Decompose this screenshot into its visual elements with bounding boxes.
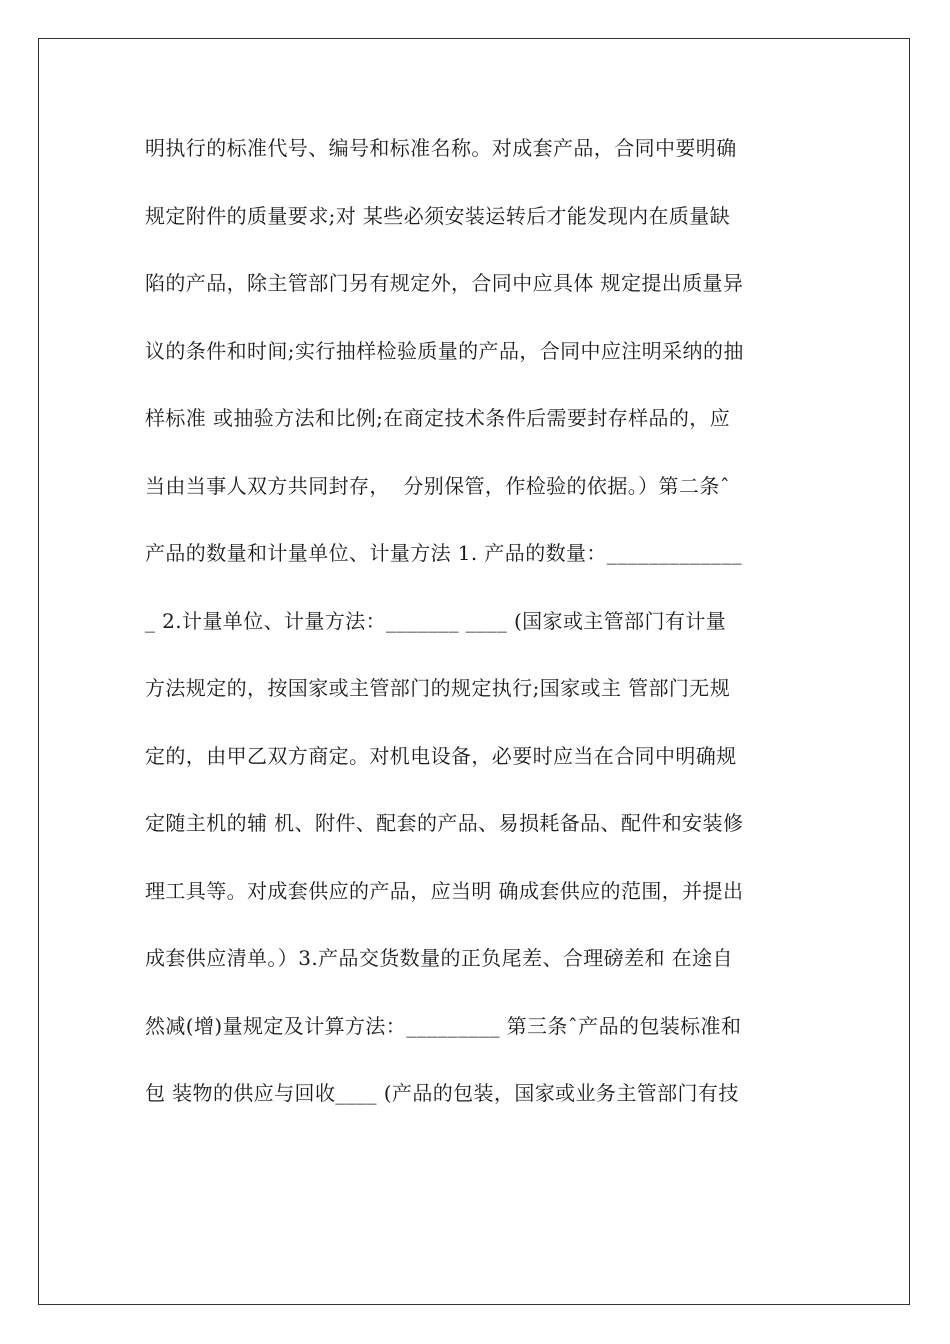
text-line: 定随主机的辅 机、附件、配套的产品、易损耗备品、配件和安装修: [145, 811, 744, 835]
text-line: 明执行的标准代号、编号和标准名称。对成套产品，合同中要明确: [145, 136, 737, 160]
text-line: 成套供应清单。）3.产品交货数量的正负尾差、合理磅差和 在途自: [145, 946, 733, 970]
text-line: 规定附件的质量要求;对 某些必须安装运转后才能发现内在质量缺: [145, 203, 731, 228]
text-line: 产品的数量和计量单位、计量方法 1. 产品的数量：_____________: [145, 541, 742, 565]
document-body: [145, 128, 810, 1141]
text-line: 方法规定的，按国家或主管部门的规定执行;国家或主 管部门无规: [145, 676, 731, 700]
text-line: 包 装物的供应与回收____ (产品的包装，国家或业务主管部门有技: [145, 1081, 739, 1105]
text-line: _ 2.计量单位、计量方法：_______ ____ (国家或主管部门有计量: [145, 608, 727, 633]
text-line: 定的，由甲乙双方商定。对机电设备，必要时应当在合同中明确规: [145, 743, 737, 768]
text-line: 理工具等。对成套供应的产品，应当明 确成套供应的范围，并提出: [145, 878, 744, 903]
text-line: 议的条件和时间;实行抽样检验质量的产品，合同中应注明采纳的抽: [145, 338, 744, 363]
text-line: 样标准 或抽验方法和比例;在商定技术条件后需要封存样品的，应: [145, 406, 731, 430]
text-line: 当由当事人双方共同封存， 分别保管，作检验的依据。）第二条ˆ: [145, 473, 731, 498]
text-line: 然减(增)量规定及计算方法：_________ 第三条ˆ产品的包装标准和: [145, 1013, 742, 1038]
text-line: 陷的产品，除主管部门另有规定外，合同中应具体 规定提出质量异: [145, 271, 744, 295]
